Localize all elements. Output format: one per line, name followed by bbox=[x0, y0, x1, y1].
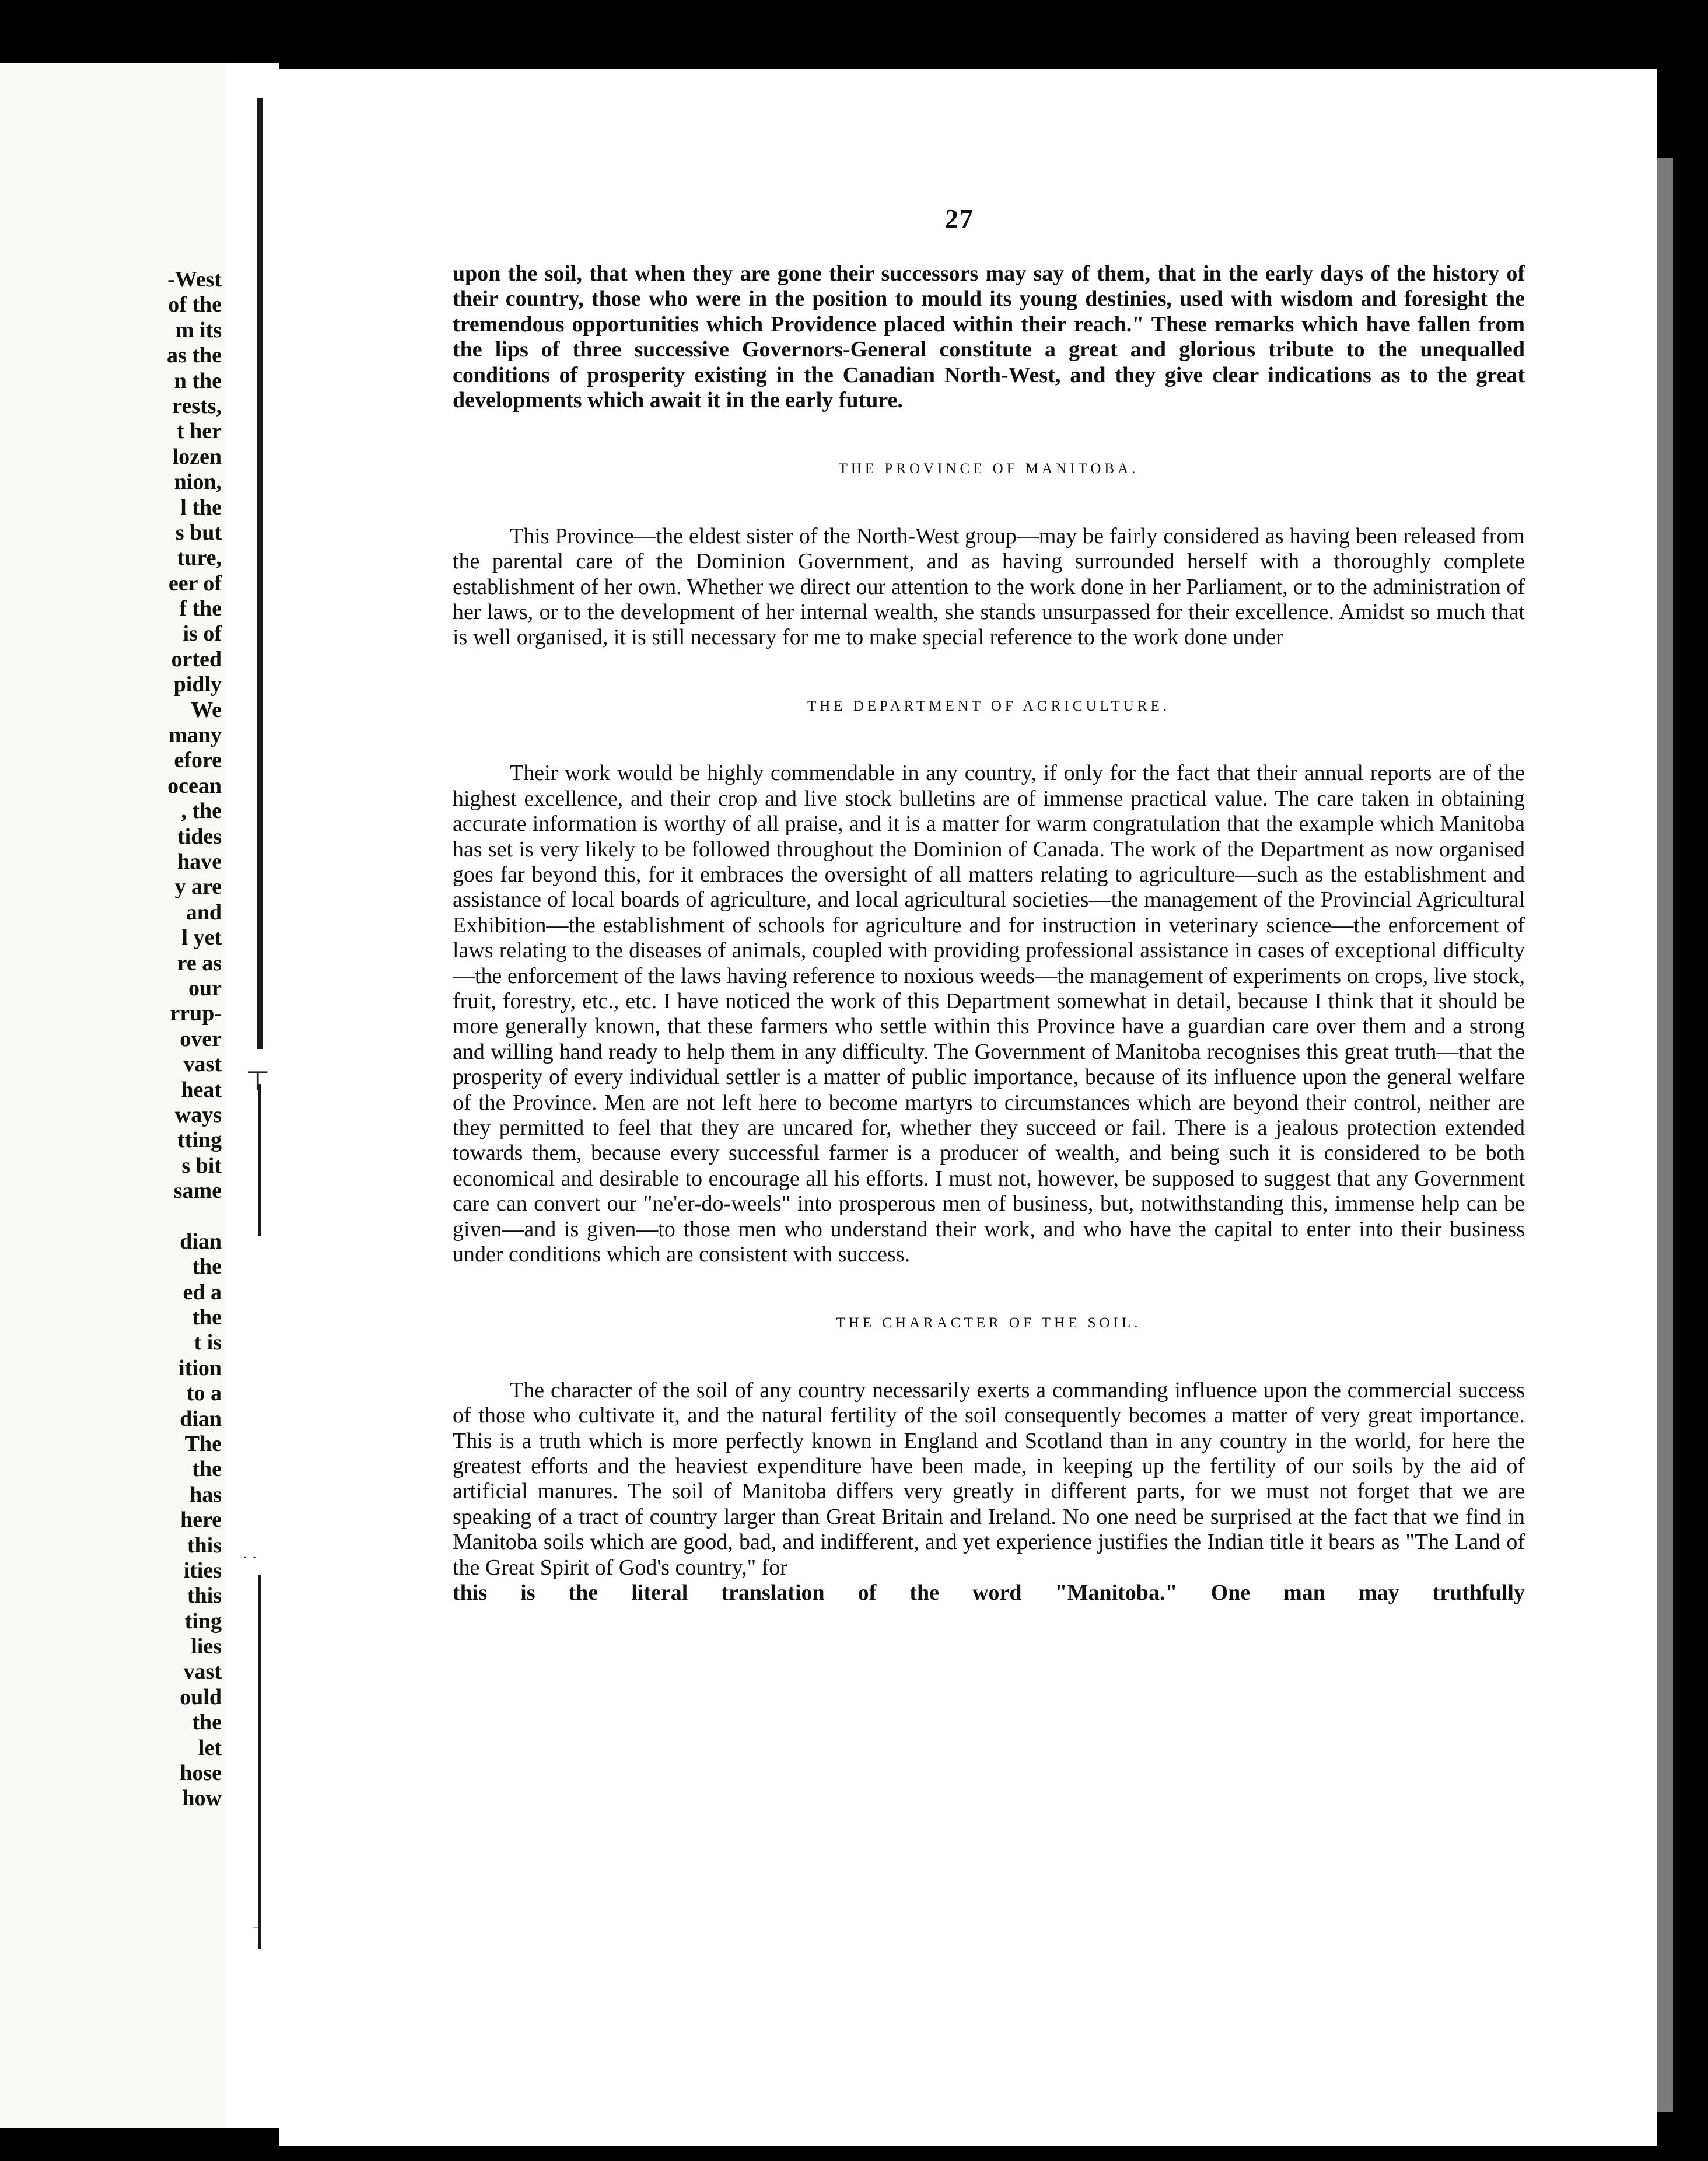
facing-page-line: let bbox=[198, 1735, 222, 1760]
binding-shadow-lower bbox=[258, 1084, 261, 1236]
paragraph-soil-last-line: this is the literal translation of the word "Manitoba." One man may truthfully bbox=[453, 1580, 1525, 1606]
facing-page-line: to a bbox=[186, 1381, 222, 1406]
facing-page-line: the bbox=[192, 1457, 222, 1482]
facing-page-line: lozen bbox=[172, 444, 222, 469]
facing-page-line: many bbox=[169, 723, 222, 748]
facing-page-line: the bbox=[192, 1254, 222, 1279]
facing-page-line: is of bbox=[183, 621, 222, 646]
facing-page-line: and bbox=[186, 900, 222, 925]
binding-shadow-bottom bbox=[258, 1575, 261, 1949]
facing-page-line: ities bbox=[183, 1558, 222, 1583]
facing-page-gap bbox=[167, 1204, 222, 1229]
facing-page-line: y are bbox=[174, 875, 222, 900]
facing-page-line: rrup- bbox=[170, 1001, 222, 1026]
facing-page-line: ting bbox=[184, 1608, 222, 1634]
paragraph-agriculture: Their work would be highly commendable in any country, if only for the fact that their annual reports are of the highest excellence, and their crop and live stock bulletins are of immense practical value. The care taken in obtaining accurate information is worthy of all praise, and it is a matter for warm congratulation that the example which Manitoba has set is very likely to be followed throughout the Dominion of Canada. The work of the Department as now organised goes far beyond this, for it embraces the oversight of all matters relating to agriculture—such as the establishment and assistance of local boards of agriculture, and local agricultural societies—the management of the Provincial Agricultural Exhibition—the establishment of schools for agriculture and for instruction in veterinary science—the enforcement of laws relating to the diseases of animals, coupled with providing professional assistance in cases of exceptional difficulty—the enforcement of the laws having reference to noxious weeds—the management of experiments on crops, live stock, fruit, forestry, etc., etc. I have noticed the work of this Department somewhat in detail, because I think that it should be more generally known, that these farmers who settle within this Province have a guardian care over them and a strong and willing hand ready to help them in any difficulty. The Government of Manitoba recognises this great truth—that the prosperity of every individual settler is a matter of public importance, because of its influence upon the general welfare of the Province. Men are not left here to become martyrs to circumstances which are beyond their control, neither are they permitted to feel that they are uncared for, whether they succeed or fail. There is a jealous protection extended towards them, because every successful farmer is a producer of wealth, and being such it is considered to be both economical and desirable to encourage all his efforts. I must not, however, be supposed to suggest that any Government care can convert our "ne'er-do-weels" into prosperous men of business, but, notwithstanding this, immense help can be given—and is given—to those men who understand their work, and who have the capital to enter into their business under conditions which are consistent with success. bbox=[453, 761, 1525, 1267]
page-number: 27 bbox=[945, 204, 974, 233]
facing-page-line: tting bbox=[177, 1128, 222, 1153]
paragraph-manitoba: This Province—the eldest sister of the North-West group—may be fairly considered as having been released from the parental care of the Dominion Government, and as having surrounded herself with a thoroughly complete establishment of her own. Whether we direct our attention to the work done in her Parliament, or to the administration of her laws, or to the development of her internal wealth, she stands unsurpassed for their excellence. Amidst so much that is well organised, it is still necessary for me to make special reference to the work done under bbox=[453, 523, 1525, 650]
facing-page-line: nion, bbox=[174, 470, 222, 495]
facing-page-line: rests, bbox=[172, 393, 222, 418]
facing-page-line: here bbox=[180, 1508, 222, 1533]
facing-page-line: -West bbox=[167, 267, 222, 292]
facing-page-line: the bbox=[192, 1305, 222, 1330]
facing-page-line: dian bbox=[180, 1406, 222, 1431]
facing-page-line: this bbox=[187, 1583, 222, 1608]
gutter-mark: ⊤ bbox=[245, 1066, 271, 1096]
facing-page-line: of the bbox=[168, 292, 222, 317]
facing-page-line: vast bbox=[183, 1052, 222, 1077]
facing-page-line: efore bbox=[174, 748, 222, 773]
facing-page-line: pidly bbox=[173, 672, 222, 697]
facing-page-line: tides bbox=[177, 824, 222, 849]
facing-page bbox=[0, 63, 228, 2128]
facing-page-line: same bbox=[173, 1179, 222, 1204]
facing-page-line: ocean bbox=[167, 773, 222, 798]
facing-page-line: heat bbox=[181, 1077, 222, 1102]
facing-page-line: ed a bbox=[183, 1279, 222, 1305]
facing-page-line: ways bbox=[174, 1102, 222, 1127]
facing-page-line: s but bbox=[175, 520, 222, 545]
facing-page-line: ture, bbox=[177, 546, 222, 571]
page-edge bbox=[1657, 158, 1673, 2112]
facing-page-line: ition bbox=[178, 1355, 222, 1380]
facing-page-line: dian bbox=[180, 1229, 222, 1254]
gutter-mark: ¬ bbox=[252, 1919, 261, 1938]
facing-page-line: this bbox=[187, 1533, 222, 1558]
section-heading-agriculture: THE DEPARTMENT OF AGRICULTURE. bbox=[807, 698, 1171, 714]
facing-page-line: f the bbox=[179, 596, 222, 621]
facing-page-line: s bit bbox=[181, 1153, 222, 1178]
facing-page-line: vast bbox=[183, 1659, 222, 1684]
facing-page-line: has bbox=[190, 1482, 222, 1507]
gutter-mark: · · bbox=[242, 1549, 257, 1567]
facing-page-line: our bbox=[188, 975, 222, 1001]
facing-page-line: re as bbox=[177, 950, 222, 975]
facing-page-line: ould bbox=[180, 1684, 222, 1709]
facing-page-line: l yet bbox=[181, 925, 222, 950]
facing-page-line: We bbox=[191, 697, 222, 722]
facing-page-line: l the bbox=[180, 495, 222, 520]
facing-page-line: lies bbox=[191, 1634, 222, 1659]
facing-page-line: The bbox=[184, 1431, 222, 1456]
paragraph-intro: upon the soil, that when they are gone their successors may say of them, that in the early days of the history of their country, those who were in the position to mould its young destinies, used with wisdom and foresight the tremendous opportunities which Providence placed within their reach." These remarks which have fallen from the lips of three successive Governors-General constitute a great and glorious tribute to the unequalled conditions of prosperity existing in the Canadian North-West, and they give clear indications as to the great developments which await it in the early future. bbox=[453, 261, 1525, 413]
binding-shadow bbox=[257, 98, 262, 1049]
facing-page-line: the bbox=[192, 1710, 222, 1735]
paragraph-soil: The character of the soil of any country necessarily exerts a commanding influence upon the commercial success of those who cultivate it, and the natural fertility of the soil consequently becomes a matter of very great importance. This is a truth which is more perfectly known in England and Scotland than in any country in the world, for here the greatest efforts and the heaviest expenditure have been made, in keeping up the fertility of our soils by the aid of artificial manures. The soil of Manitoba differs very greatly in different parts, for we must not forget that we are speaking of a tract of country larger than Great Britain and Ireland. No one need be surprised at the fact that we find in Manitoba soils which are good, bad, and indifferent, and yet experience justifies the Indian title it bears as "The Land of the Great Spirit of God's country," for bbox=[453, 1377, 1525, 1580]
facing-page-line: orted bbox=[171, 646, 222, 672]
facing-page-line: how bbox=[182, 1786, 222, 1811]
section-heading-manitoba: THE PROVINCE OF MANITOBA. bbox=[838, 461, 1139, 477]
facing-page-line: eer of bbox=[168, 571, 222, 596]
facing-page-line: hose bbox=[180, 1761, 222, 1786]
facing-page-line: over bbox=[180, 1026, 222, 1051]
facing-page-text bbox=[167, 267, 222, 1812]
facing-page-line: have bbox=[177, 849, 222, 874]
facing-page-line: m its bbox=[175, 317, 222, 342]
facing-page-line: , the bbox=[181, 799, 222, 824]
section-heading-soil: THE CHARACTER OF THE SOIL. bbox=[836, 1315, 1142, 1331]
document-body bbox=[453, 261, 1525, 1606]
facing-page-line: n the bbox=[174, 368, 222, 393]
facing-page-line: as the bbox=[167, 343, 222, 368]
facing-page-line: t her bbox=[176, 419, 222, 444]
facing-page-line: t is bbox=[194, 1330, 222, 1355]
